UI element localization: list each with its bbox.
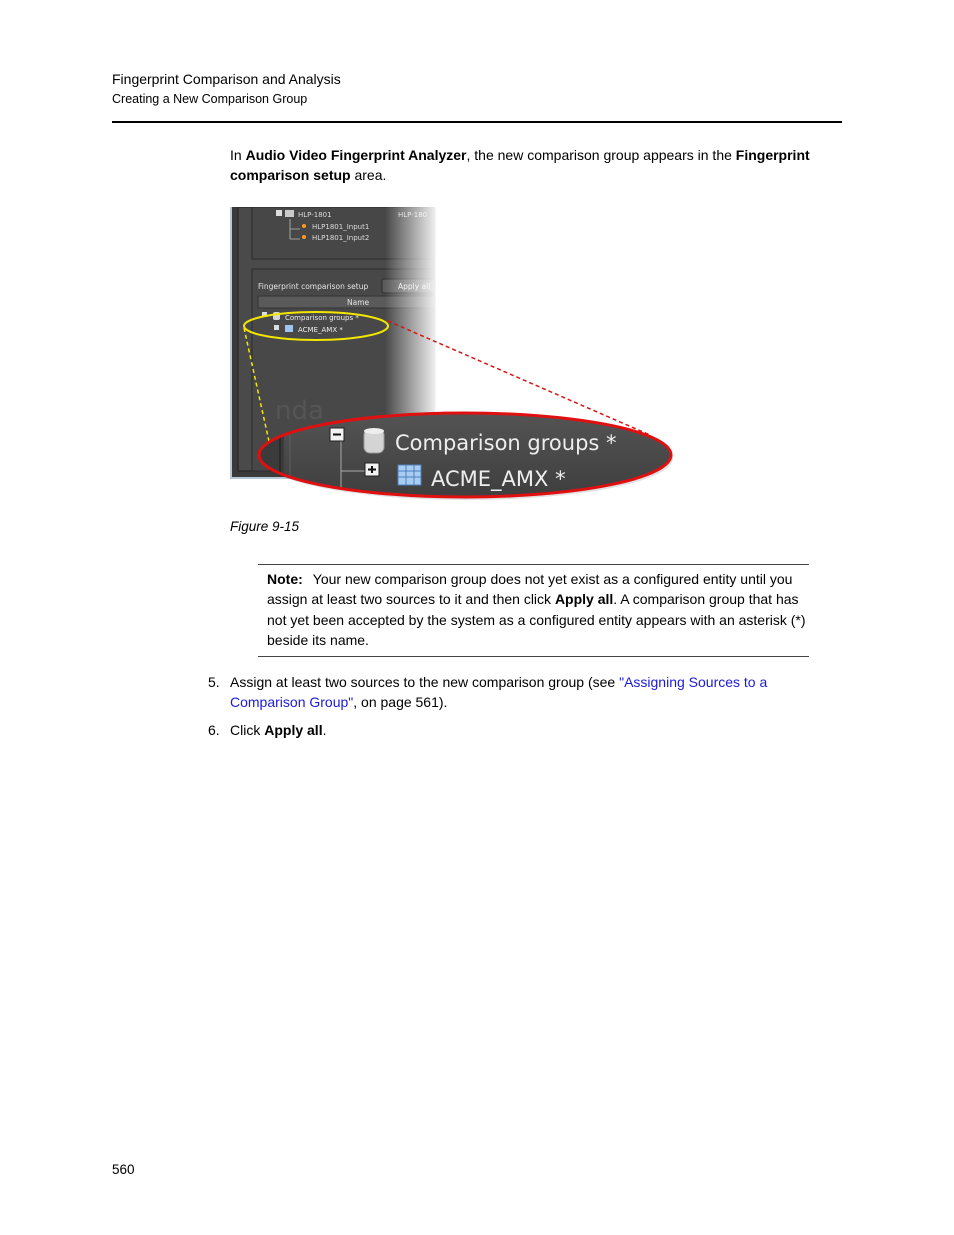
panel-title: Fingerprint comparison setup <box>258 282 369 291</box>
figure-caption: Figure 9-15 <box>230 519 300 534</box>
column-header-name[interactable]: Name <box>347 298 370 307</box>
input-orange-icon <box>302 235 306 239</box>
intro-text-3: area. <box>350 167 387 183</box>
note-label: Note: <box>267 571 303 587</box>
chapter-title: Fingerprint Comparison and Analysis <box>112 71 341 87</box>
intro-text-1: In <box>230 147 246 163</box>
tree-input1-label[interactable]: HLP1801_Input1 <box>312 223 370 231</box>
small-group-item-label[interactable]: ACME_AMX * <box>298 326 343 334</box>
intro-bold-area-name: Fingerprint comparison setup <box>230 147 810 183</box>
watermark-text: nda <box>275 396 324 426</box>
step-text: Assign at least two sources to the new comparison group (see <box>230 674 620 690</box>
zoom-table-icon <box>398 465 421 485</box>
note-paragraph <box>267 569 812 651</box>
cross-reference-link[interactable]: "Assigning Sources to a Comparison Group" <box>230 674 768 710</box>
intro-paragraph <box>230 145 820 185</box>
table-icon <box>285 325 293 332</box>
figure-screenshot <box>230 207 680 507</box>
step-text: . <box>322 722 327 738</box>
zoom-comparison-groups-label[interactable]: Comparison groups * <box>395 431 617 455</box>
step-number: 6. <box>208 722 220 738</box>
expand-icon[interactable] <box>274 325 279 330</box>
note-box <box>258 564 809 657</box>
small-comparison-groups-label[interactable]: Comparison groups * <box>285 314 359 322</box>
intro-text-2: , the new comparison group appears in the <box>466 147 736 163</box>
step-text: , on page 561). <box>353 694 448 710</box>
note-text-1: Your new comparison group does not yet exist as a configured entity until you assign at least two sources to it and then click <box>267 571 793 608</box>
expand-icon[interactable] <box>276 210 282 216</box>
note-bold-apply-all: Apply all <box>554 591 614 608</box>
section-title: Creating a New Comparison Group <box>112 92 308 106</box>
intro-bold-app-name: Audio Video Fingerprint Analyzer <box>245 147 467 163</box>
step-item <box>208 672 820 712</box>
tree-input2-label[interactable]: HLP1801_Input2 <box>312 234 370 242</box>
step-item <box>208 720 820 740</box>
step-text: Click <box>230 722 265 738</box>
input-orange-icon <box>302 224 306 228</box>
header-divider <box>112 121 842 123</box>
zoom-group-item-label[interactable]: ACME_AMX * <box>431 467 566 491</box>
step-bold-apply-all: Apply all <box>264 722 323 738</box>
steps-list <box>208 672 820 748</box>
page-number: 560 <box>112 1162 135 1177</box>
folder-icon <box>285 210 294 217</box>
note-text-2: . A comparison group that has not yet been accepted by the system as a configured entity appears with an asterisk (*) beside its name. <box>267 591 806 649</box>
step-number: 5. <box>208 674 220 690</box>
tree-node-label[interactable]: HLP-1801 <box>298 211 332 219</box>
